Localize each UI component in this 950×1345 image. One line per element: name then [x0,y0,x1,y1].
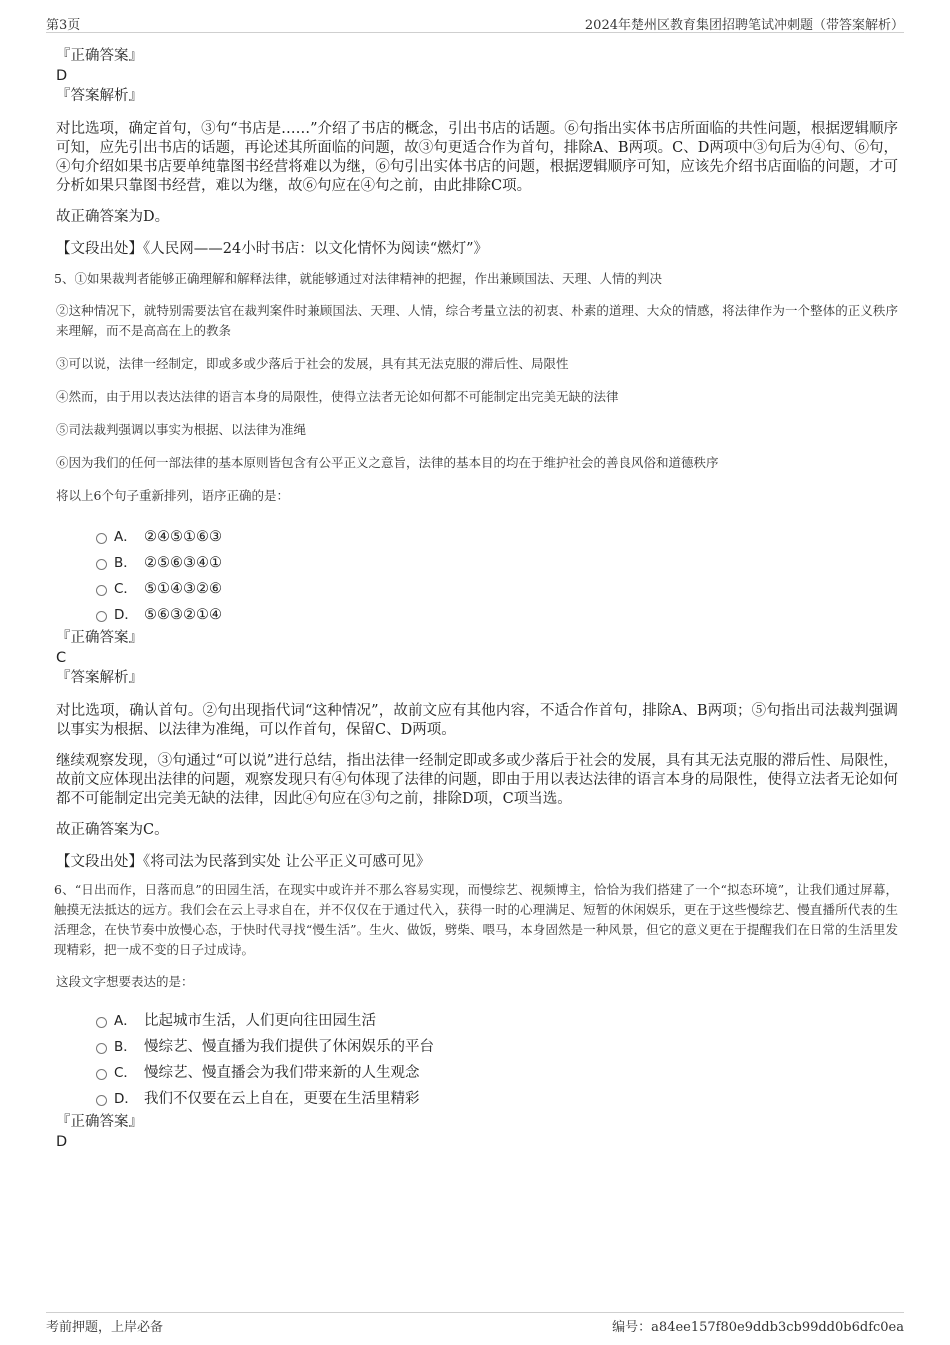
option-text: ⑤①④③②⑥ [144,581,222,597]
option-text: ⑤⑥③②①④ [144,607,222,623]
answer-value: C [56,650,67,666]
option-text: ②④⑤①⑥③ [144,529,222,545]
question-5-sentence-6: ⑥因为我们的任何一部法律的基本原则皆包含有公平正义之意旨，法律的基本目的均在于维护社会的善良风俗和道德秩序 [56,455,719,470]
page-header [46,12,904,33]
analysis-paragraph: 继续观察发现，③句通过“可以说”进行总结，指出法律一经制定即或多或少落后于社会的发展，具有其无法克服的滞后性、局限性，故前文应体现出法律的问题，观察发现只有④句体现了法律的问题，即由于用以表达法律的语言本身的局限性，使得立法者无论如何都不可能制定出完美无缺的法律，因此④句应在③句之前，排除D项，C项当选。 [56,753,898,807]
option-item[interactable] [56,602,898,628]
source-citation: 【文段出处】《将司法为民落到实处 让公平正义可感可见》 [56,854,431,870]
option-letter: A． [114,529,137,545]
question-5-sentence-1: 5、①如果裁判者能够正确理解和解释法律，就能够通过对法律精神的把握，作出兼顾国法、天理、人情的判决 [54,271,662,286]
option-letter: B． [114,1039,137,1055]
option-letter: C． [114,1065,137,1081]
option-letter: A． [114,1013,137,1029]
option-letter: C． [114,581,137,597]
analysis-paragraph: 对比选项，确认首句。②句出现指代词“这种情况”，故前文应有其他内容，不适合作首句，排除A、B两项；⑤句指出司法裁判强调以事实为根据、以法律为准绳，可以作首句，保留C、D两项。 [56,703,898,738]
option-letter: B． [114,555,137,571]
radio-button-icon[interactable] [96,559,107,570]
option-text: ②⑤⑥③④① [144,555,222,571]
analysis-paragraph: 对比选项，确定首句，③句“书店是……”介绍了书店的概念，引出书店的话题。⑥句指出实体书店所面临的共性问题，根据逻辑顺序可知，应先引出书店的话题，再论述其所面临的问题，故③句更适合作为首句，排除A、B两项。C、D两项中③句后为④句、⑥句，④句介绍如果书店要单纯靠图书经营将难以为继，⑥句引出实体书店的问题，根据逻辑顺序可知，应该先介绍书店面临的问题，才可分析如果只靠图书经营，难以为继，故⑥句应在④句之前，由此排除C项。 [56,121,898,194]
question-5-sentence-3: ③可以说，法律一经制定，即或多或少落后于社会的发展，具有其无法克服的滞后性、局限性 [56,356,569,371]
answer-label: 『正确答案』 [56,1114,143,1130]
analysis-label: 『答案解析』 [56,88,143,104]
option-text: 慢综艺、慢直播为我们提供了休闲娱乐的平台 [144,1039,434,1055]
option-letter: D． [114,1091,138,1107]
question-6-options [56,1008,898,1112]
option-item[interactable] [56,1060,898,1086]
answer-label: 『正确答案』 [56,48,143,64]
option-letter: D． [114,607,138,623]
option-item[interactable] [56,524,898,550]
source-citation: 【文段出处】《人民网——24小时书店：以文化情怀为阅读“燃灯”》 [56,241,489,257]
option-item[interactable] [56,550,898,576]
radio-button-icon[interactable] [96,1017,107,1028]
answer-value: D [56,68,68,84]
analysis-conclusion: 故正确答案为D。 [56,209,170,225]
radio-button-icon[interactable] [96,1095,107,1106]
analysis-label: 『答案解析』 [56,670,143,686]
footer-code: 编号：a84ee157f80e9ddb3cb99dd0b6dfc0ea [612,1320,904,1335]
question-5-options [56,524,898,628]
page-content [56,46,898,1152]
question-5-prompt: 将以上6个句子重新排列，语序正确的是： [56,488,289,503]
option-text: 我们不仅要在云上自在，更要在生活里精彩 [144,1091,420,1107]
question-5-sentence-2: ②这种情况下，就特别需要法官在裁判案件时兼顾国法、天理、人情，综合考量立法的初衷、朴素的道理、大众的情感，将法律作为一个整体的正义秩序来理解，而不是高高在上的教条 [56,303,898,338]
radio-button-icon[interactable] [96,1069,107,1080]
option-item[interactable] [56,1034,898,1060]
page-number: 第3页 [46,18,81,33]
document-title: 2024年楚州区教育集团招聘笔试冲刺题（带答案解析） [584,18,904,33]
option-item[interactable] [56,576,898,602]
question-6-stem: 6、“日出而作，日落而息”的田园生活，在现实中或许并不那么容易实现，而慢综艺、视频博主，恰恰为我们搭建了一个“拟态环境”，让我们通过屏幕，触摸无法抵达的远方。我们会在云上寻求自在，并不仅仅在于通过代入，获得一时的心理满足、短暂的休闲娱乐，更在于这些慢综艺、慢直播所代表的生活理念，在快节奏中放慢心态，于快时代寻找“慢生活”。生火、做饭，劈柴、喂马，本身固然是一种风景，但它的意义更在于提醒我们在日常的生活里发现精彩，把一成不变的日子过成诗。 [54,882,898,957]
option-item[interactable] [56,1086,898,1112]
question-5-sentence-4: ④然而，由于用以表达法律的语言本身的局限性，使得立法者无论如何都不可能制定出完美无缺的法律 [56,389,619,404]
radio-button-icon[interactable] [96,533,107,544]
footer-motto: 考前押题，上岸必备 [46,1320,164,1335]
option-text: 比起城市生活，人们更向往田园生活 [144,1013,376,1029]
radio-button-icon[interactable] [96,1043,107,1054]
analysis-conclusion: 故正确答案为C。 [56,822,169,838]
answer-label: 『正确答案』 [56,630,143,646]
answer-value: D [56,1134,68,1150]
question-6-prompt: 这段文字想要表达的是： [56,974,194,989]
page-footer [46,1312,904,1335]
option-item[interactable] [56,1008,898,1034]
radio-button-icon[interactable] [96,611,107,622]
question-5-sentence-5: ⑤司法裁判强调以事实为根据、以法律为准绳 [56,422,307,437]
option-text: 慢综艺、慢直播会为我们带来新的人生观念 [144,1065,420,1081]
radio-button-icon[interactable] [96,585,107,596]
